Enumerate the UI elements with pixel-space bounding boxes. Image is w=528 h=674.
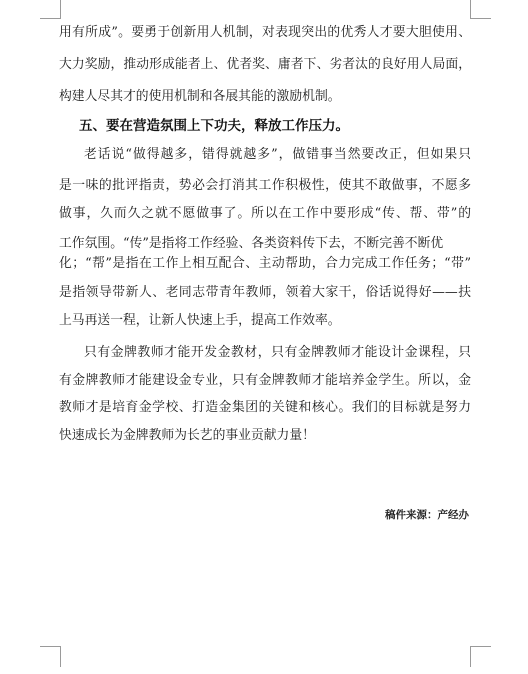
crop-mark-top-left	[40, 0, 61, 19]
text-line: 教师才是培育金学校、打造金集团的关键和核心。我们的目标就是努力	[59, 400, 471, 415]
text-line: 大力奖励，推动形成能者上、优者奖、庸者下、劣者汰的良好用人局面，	[59, 57, 471, 72]
text-line: 是一味的批评指责，势必会打消其工作积极性，使其不敢做事，不愿多	[59, 178, 471, 193]
text-line: 老话说“做得越多，错得就越多”，做错事当然要改正，但如果只	[84, 147, 471, 162]
text-line: 有金牌教师才能建设金专业，只有金牌教师才能培养金学生。所以，金	[59, 373, 471, 388]
section-heading: 五、要在营造氛围上下功夫，释放工作压力。	[79, 118, 349, 134]
source-credit: 稿件来源：产经办	[385, 509, 469, 521]
text-line: 工作氛围。“传”是指将工作经验、各类资料传下去，不断完善不断优	[59, 236, 444, 251]
text-line: 构建人尽其才的使用机制和各展其能的激励机制。	[59, 89, 341, 104]
text-line: 做事，久而久之就不愿做事了。所以在工作中要形成“传、帮、带”的	[59, 206, 471, 221]
crop-mark-bottom-right	[470, 646, 491, 667]
text-line: 是指领导带新人、老同志带青年教师，领着大家干，俗话说得好——扶	[59, 285, 471, 300]
text-line: 只有金牌教师才能开发金教材，只有金牌教师才能设计金课程，只	[84, 345, 471, 360]
text-line: 化；“帮”是指在工作上相互配合、主动帮助，合力完成工作任务；“带”	[59, 256, 471, 271]
text-line: 上马再送一程，让新人快速上手，提高工作效率。	[59, 313, 341, 328]
crop-mark-top-right	[470, 0, 491, 19]
crop-mark-bottom-left	[40, 646, 61, 667]
text-line: 用有所成”。要勇于创新用人机制，对表现突出的优秀人才要大胆使用、	[59, 25, 471, 40]
text-line: 快速成长为金牌教师为长艺的事业贡献力量！	[59, 428, 315, 443]
